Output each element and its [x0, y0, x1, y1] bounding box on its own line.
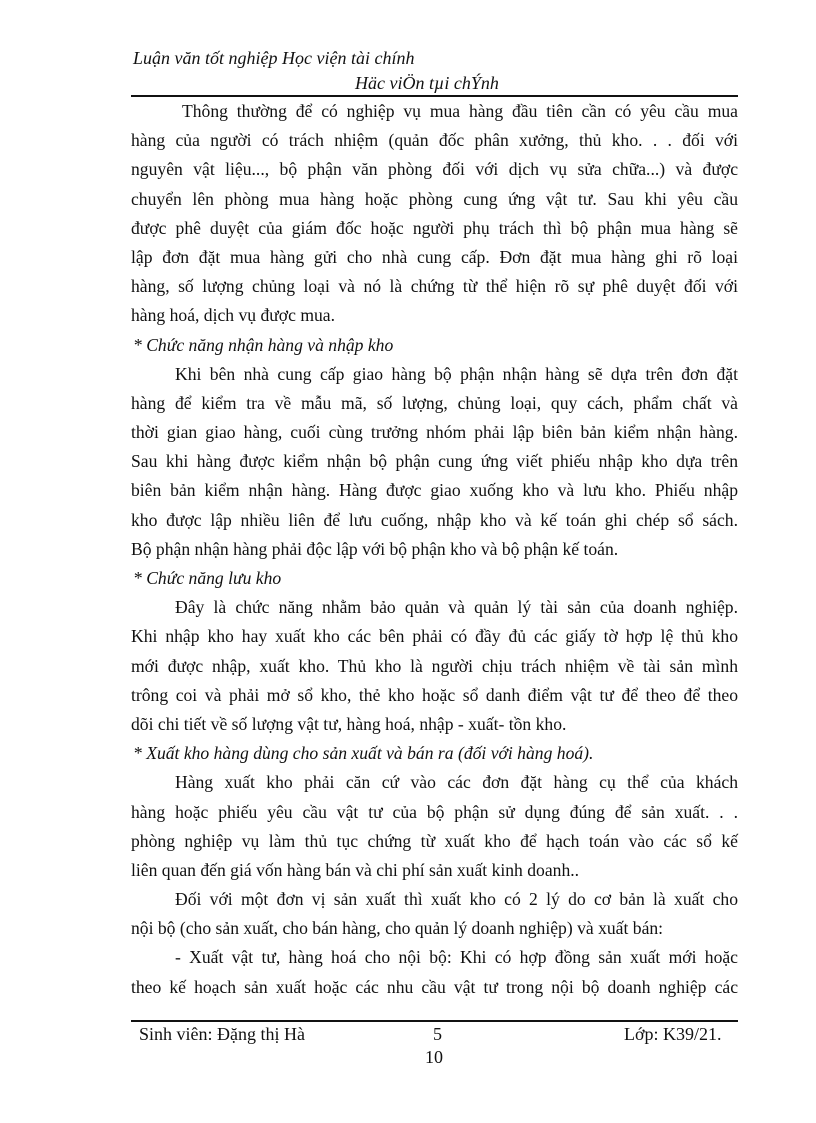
text-line: hàng hoá, dịch vụ được mua.: [131, 305, 336, 326]
text-line: Khi bên nhà cung cấp giao hàng bộ phận nhận hàng sẽ dựa trên đơn đặt: [175, 363, 738, 384]
text-line: Đây là chức năng nhằm bảo quản và quản lý tài sản của doanh nghiệp.: [175, 597, 738, 618]
text-line: hàng hoặc phiếu yêu cầu vật tư của bộ phận sử dụng đúng để sản xuất. . .: [131, 801, 738, 822]
text-line: dõi chi tiết về số lượng vật tư, hàng hoá, nhập - xuất- tồn kho.: [131, 713, 567, 734]
text-line: nguyên vật liệu..., bộ phận văn phòng đối với dịch vụ sửa chữa...) và được: [131, 159, 738, 180]
text-line: Khi nhập kho hay xuất kho các bên phải có đầy đủ các giấy tờ hợp lệ thủ kho: [131, 626, 738, 647]
text-line: Đối với một đơn vị sản xuất thì xuất kho có 2 lý do cơ bản là xuất cho: [175, 889, 738, 910]
text-line: lập đơn đặt mua hàng gửi cho nhà cung cấp. Đơn đặt mua hàng ghi rõ loại: [131, 246, 738, 267]
section-heading: * Chức năng lưu kho: [133, 568, 282, 588]
document-body: [131, 97, 738, 1002]
text-line: Sau khi hàng được kiểm nhận bộ phận cung ứng viết phiếu nhập kho dựa trên: [131, 451, 738, 472]
text-line: thời gian giao hàng, cuối cùng trưởng nhóm phải lập biên bản kiểm nhận hàng.: [131, 422, 738, 443]
text-line: chuyển lên phòng mua hàng hoặc phòng cung ứng vật tư. Sau khi yêu cầu: [131, 188, 738, 209]
footer-page-number-secondary: 10: [425, 1047, 443, 1067]
text-line: - Xuất vật tư, hàng hoá cho nội bộ: Khi có hợp đồng sản xuất mới hoặc: [175, 947, 738, 968]
footer-page-number: 5: [433, 1024, 442, 1044]
footer-student-name: Sinh viên: Đặng thị Hà: [139, 1024, 305, 1044]
text-line: Hàng xuất kho phải căn cứ vào các đơn đặt hàng cụ thể của khách: [175, 772, 738, 793]
footer-divider: [131, 1020, 738, 1022]
section-heading: * Chức năng nhận hàng và nhập kho: [133, 334, 394, 355]
text-line: nội bộ (cho sản xuất, cho bán hàng, cho quản lý doanh nghiệp) và xuất bán:: [131, 918, 664, 939]
text-line: Bộ phận nhận hàng phải độc lập với bộ phận kho và bộ phận kế toán.: [131, 538, 619, 559]
text-line: trông coi và phải mở sổ kho, thẻ kho hoặc sổ danh điểm vật tư để theo để theo: [131, 684, 738, 705]
header-subtitle: Häc viÖn tµi chÝnh: [355, 73, 499, 93]
header-title: Luận văn tốt nghiệp Học viện tài chính: [133, 48, 415, 68]
text-line: hàng, số lượng chủng loại và nó là chứng từ thể hiện rõ sự phê duyệt đối với: [131, 276, 738, 297]
text-line: mới được nhập, xuất kho. Thủ kho là người chịu trách nhiệm về tài sản mình: [131, 655, 738, 676]
text-line: hàng của người có trách nhiệm (quản đốc phân xưởng, thủ kho. . . đối với: [131, 130, 738, 151]
text-line: phòng nghiệp vụ làm thủ tục chứng từ xuất kho để hạch toán vào các sổ kế: [131, 830, 738, 851]
text-line: kho được lập nhiều liên để lưu cuống, nhập kho và kế toán ghi chép sổ sách.: [131, 509, 738, 530]
text-line: theo kế hoạch sản xuất hoặc các nhu cầu vật tư trong nội bộ doanh nghiệp các: [131, 976, 738, 997]
text-line: được phê duyệt của giám đốc hoặc người phụ trách thì bộ phận mua hàng sẽ: [131, 217, 738, 238]
text-line: hàng để kiểm tra về mẫu mã, số lượng, chủng loại, quy cách, phẩm chất và: [131, 392, 738, 413]
text-line: Thông thường để có nghiệp vụ mua hàng đầu tiên cần có yêu cầu mua: [182, 101, 738, 121]
text-line: biên bản kiểm nhận hàng. Hàng được giao xuống kho và lưu kho. Phiếu nhập: [131, 480, 738, 501]
footer-class: Lớp: K39/21.: [624, 1024, 722, 1044]
section-heading: * Xuất kho hàng dùng cho sản xuất và bán ra (đối với hàng hoá).: [133, 743, 594, 764]
text-line: liên quan đến giá vốn hàng bán và chi phí sản xuất kinh doanh..: [131, 859, 580, 880]
